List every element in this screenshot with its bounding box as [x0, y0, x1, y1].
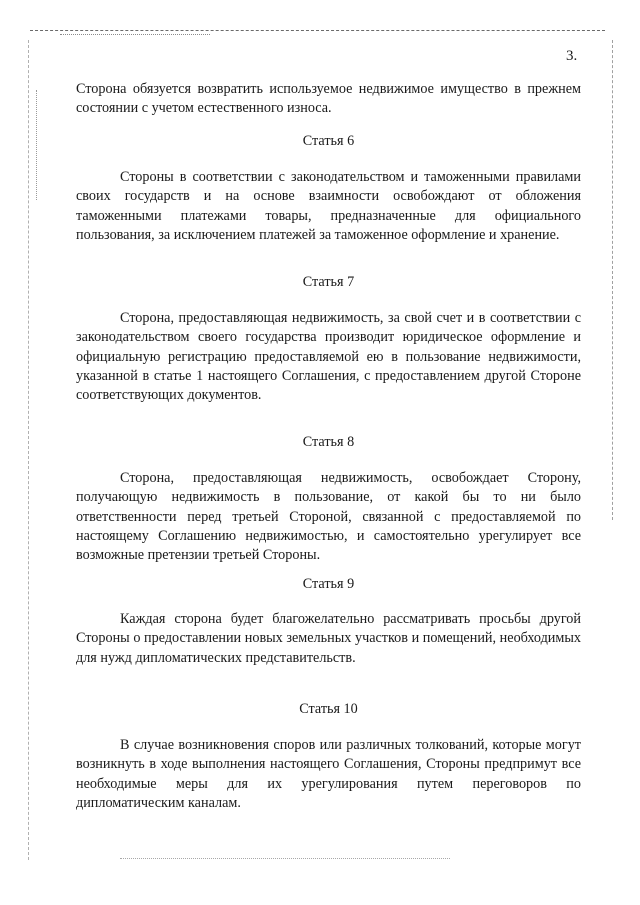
- scan-edge-line-top: [30, 30, 605, 31]
- article-9-heading: Статья 9: [302, 576, 355, 592]
- article-8-text: Сторона, предоставляющая недвижимость, освобождает Сторону, получающую недвижимость в пользование, от какой бы то ни было ответственности перед третьей Стороной, связанной с предоставляемой по настоящему Соглашению недвижимостью, и самостоятельно урегулирует все возможные претензии третьей Стороны.: [76, 470, 581, 564]
- article-6-text: Стороны в соответствии с законодательством и таможенными правилами своих государств и на основе взаимности освобождают от обложения таможенными платежами товары, предназначенные для официального пользования, за исключением платежей за таможенное оформление и хранение.: [76, 169, 581, 243]
- scan-edge-line-left: [28, 40, 29, 860]
- article-6-heading: Статья 6: [302, 133, 355, 149]
- scan-noise-bottom: [120, 858, 450, 859]
- article-9-text: Каждая сторона будет благожелательно рассматривать просьбы другой Стороны о предоставлении новых земельных участков и помещений, необходимых для нужд дипломатических представительств.: [76, 611, 581, 666]
- page-number: 3.: [566, 48, 578, 64]
- article-7-heading: Статья 7: [302, 274, 355, 290]
- scan-edge-line-right: [612, 40, 613, 520]
- scan-noise-left: [36, 90, 37, 200]
- article-8-heading: Статья 8: [302, 434, 355, 450]
- scan-noise-top: [60, 34, 210, 35]
- article-7-text: Сторона, предоставляющая недвижимость, за свой счет и в соответствии с законодательством своего государства производит юридическое оформление и официальную регистрацию предоставляемой ею в пользование недвижимости, указанной в статье 1 настоящего Соглашения, с предоставлением другой Стороне соответствующих документов.: [76, 310, 581, 404]
- article-10-heading: Статья 10: [299, 701, 358, 717]
- intro-paragraph: Сторона обязуется возвратить используемое недвижимое имущество в прежнем состоянии с учетом естественного износа.: [76, 81, 581, 117]
- article-10-text: В случае возникновения споров или различных толкований, которые могут возникнуть в ходе выполнения настоящего Соглашения, Стороны предпримут все необходимые меры для их урегулирования путем переговоров по дипломатическим каналам.: [76, 737, 581, 811]
